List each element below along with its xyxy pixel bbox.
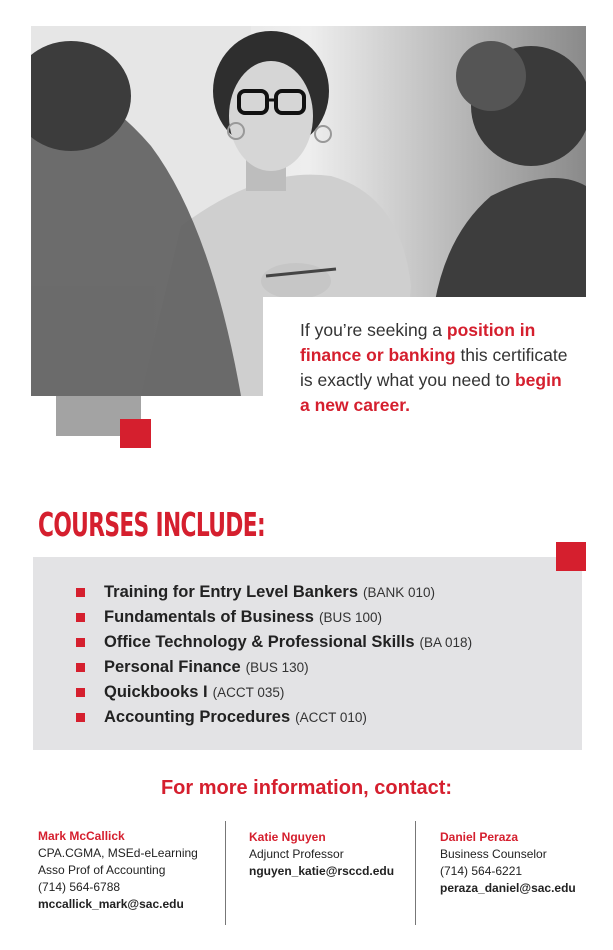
- intro-text-part: If you’re seeking a: [300, 320, 447, 340]
- course-name: Personal Finance: [104, 658, 241, 676]
- bullet-square-icon: [76, 713, 85, 722]
- contact-title: Business Counselor: [440, 847, 547, 861]
- intro-text: [300, 318, 570, 418]
- contact-heading: For more information, contact:: [160, 777, 453, 799]
- contact-email[interactable]: peraza_daniel@sac.edu: [440, 881, 576, 895]
- bullet-square-icon: [76, 688, 85, 697]
- course-code: (BUS 100): [318, 610, 382, 625]
- contact-name: Daniel Peraza: [440, 830, 519, 844]
- course-name: Fundamentals of Business: [104, 608, 314, 626]
- course-code: (BUS 130): [245, 660, 309, 675]
- decorative-red-square: [120, 419, 151, 448]
- divider: [225, 821, 226, 925]
- bullet-square-icon: [76, 613, 85, 622]
- course-code: (BANK 010): [363, 585, 436, 600]
- list-item: [76, 655, 472, 680]
- course-code: (BA 018): [419, 635, 473, 650]
- course-name: Quickbooks I: [104, 683, 208, 701]
- decorative-red-square: [556, 542, 586, 571]
- contact-card-katie: [249, 829, 414, 880]
- contact-card-daniel: [440, 829, 610, 897]
- contact-credentials: CPA.CGMA, MSEd-eLearning: [38, 846, 198, 860]
- contact-title: Adjunct Professor: [249, 847, 344, 861]
- contact-name: Katie Nguyen: [249, 830, 326, 844]
- intro-highlight-career: begin a new career.: [300, 370, 562, 415]
- course-code: (ACCT 010): [295, 710, 367, 725]
- list-item: [76, 605, 472, 630]
- course-list: [76, 580, 472, 730]
- courses-heading: COURSES INCLUDE:: [38, 505, 266, 544]
- list-item: [76, 630, 472, 655]
- contact-phone: (714) 564-6221: [440, 864, 523, 878]
- bullet-square-icon: [76, 663, 85, 672]
- contact-title: Asso Prof of Accounting: [38, 863, 166, 877]
- contact-email[interactable]: nguyen_katie@rsccd.edu: [249, 864, 395, 878]
- contact-email[interactable]: mccallick_mark@sac.edu: [38, 897, 184, 911]
- course-name: Training for Entry Level Bankers: [104, 583, 358, 601]
- list-item: [76, 680, 472, 705]
- bullet-square-icon: [76, 588, 85, 597]
- list-item: [76, 580, 472, 605]
- course-name: Office Technology & Professional Skills: [104, 633, 415, 651]
- contact-card-mark: [38, 828, 218, 913]
- bullet-square-icon: [76, 638, 85, 647]
- contact-name: Mark McCallick: [38, 829, 125, 843]
- course-code: (ACCT 035): [212, 685, 285, 700]
- intro-highlight-position: position in finance or banking: [300, 320, 536, 365]
- contact-phone: (714) 564-6788: [38, 880, 121, 894]
- list-item: [76, 705, 472, 730]
- divider: [415, 821, 416, 925]
- course-name: Accounting Procedures: [104, 708, 291, 726]
- intro-text-part: this certificate is exactly what you need to: [300, 345, 568, 390]
